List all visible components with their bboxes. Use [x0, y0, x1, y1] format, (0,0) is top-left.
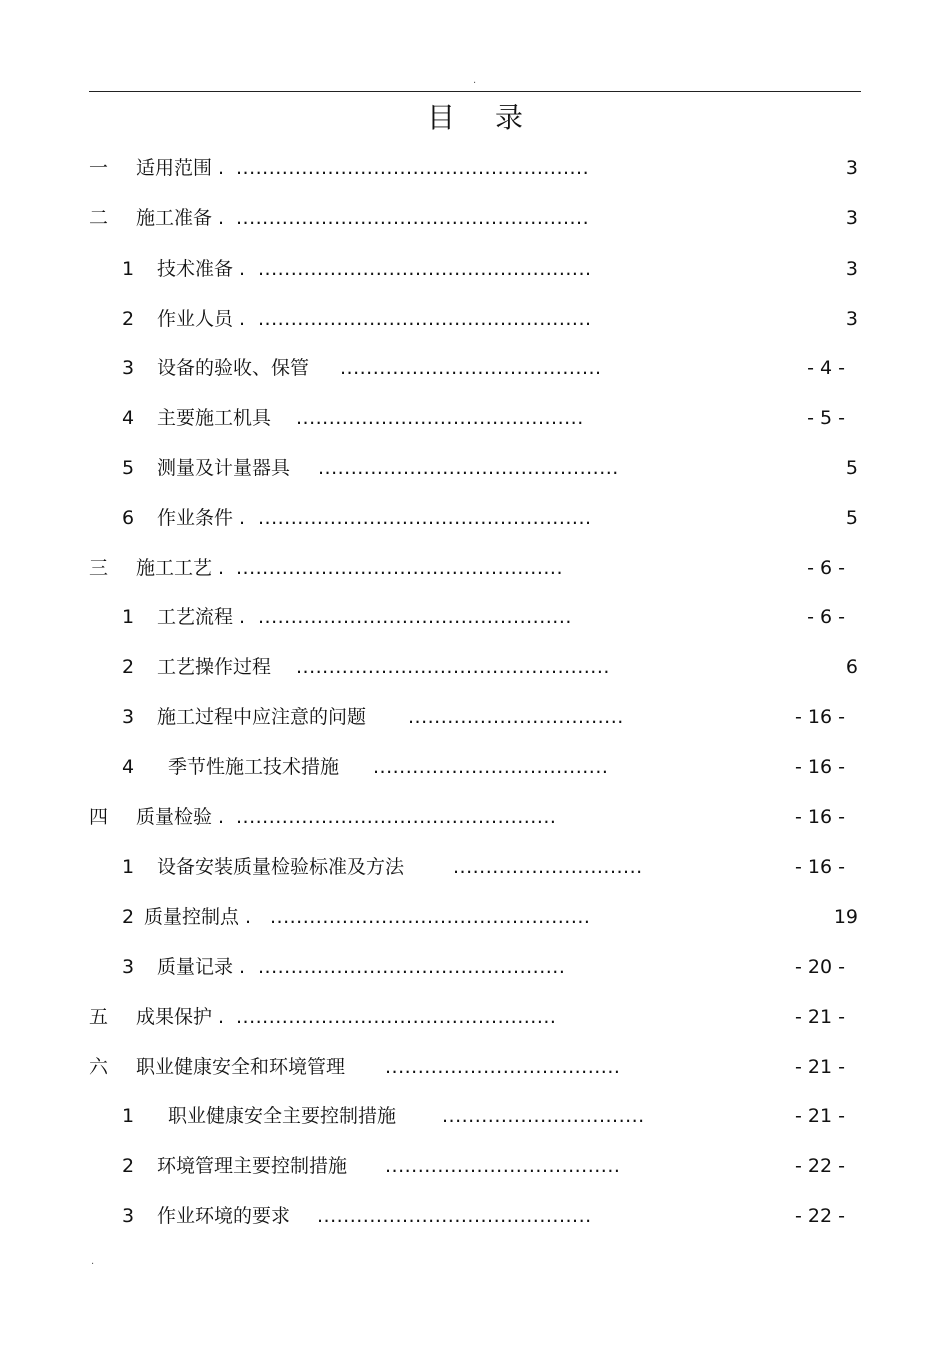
toc-entry-page: - 21 - — [795, 1105, 845, 1127]
toc-entry-page: - 6 - — [807, 557, 845, 579]
toc-entry[interactable] — [0, 1201, 950, 1231]
toc-entry-page: - 6 - — [807, 606, 845, 628]
toc-entry[interactable] — [0, 802, 950, 832]
toc-entry-number: 3 — [122, 706, 135, 728]
toc-entry-leader: ................................................... — [258, 258, 592, 280]
page-title: 目录 — [426, 101, 563, 134]
toc-entry-number: 六 — [89, 1056, 109, 1078]
toc-entry[interactable] — [0, 1151, 950, 1181]
toc-entry-number: 2 — [122, 656, 135, 678]
toc-entry-leader: ...................................................... — [236, 157, 590, 179]
toc-entry-number: 2 — [122, 308, 135, 330]
toc-entry-number: 1 — [122, 856, 135, 878]
toc-entry-leader: ............................... — [442, 1105, 645, 1127]
toc-entry-page: 3 — [845, 207, 858, 229]
toc-entry[interactable] — [0, 752, 950, 782]
toc-entry-label: 技术准备 . — [157, 258, 246, 280]
toc-entry-label: 季节性施工技术措施 — [168, 756, 340, 778]
toc-entry-leader: .................................................. — [236, 557, 563, 579]
toc-entry-page: - 22 - — [795, 1205, 845, 1227]
toc-entry-number: 1 — [122, 258, 135, 280]
toc-entry-label: 设备安装质量检验标准及方法 — [157, 856, 405, 878]
toc-entry-leader: ............................. — [453, 856, 643, 878]
toc-entry[interactable] — [0, 852, 950, 882]
toc-entry-leader: ........................................ — [340, 357, 602, 379]
toc-entry-number: 5 — [122, 457, 135, 479]
toc-entry[interactable] — [0, 203, 950, 233]
toc-entry[interactable] — [0, 652, 950, 682]
toc-entry-number: 五 — [89, 1006, 109, 1028]
toc-entry-label: 质量记录 . — [157, 956, 246, 978]
toc-entry-page: 19 — [833, 906, 858, 928]
toc-entry-page: 5 — [845, 457, 858, 479]
toc-entry[interactable] — [0, 553, 950, 583]
toc-entry[interactable] — [0, 453, 950, 483]
toc-entry-leader: ................................................... — [258, 507, 592, 529]
toc-entry-number: 4 — [122, 407, 135, 429]
toc-entry-number: 3 — [122, 1205, 135, 1227]
toc-entry[interactable] — [0, 952, 950, 982]
toc-entry-leader: ................................................ — [296, 656, 610, 678]
toc-entry-leader: .............................................. — [318, 457, 619, 479]
toc-entry-page: 5 — [845, 507, 858, 529]
toc-entry-page: - 5 - — [807, 407, 845, 429]
toc-entry-label: 工艺操作过程 — [157, 656, 272, 678]
toc-entry-page: 3 — [845, 308, 858, 330]
toc-entry-label: 质量控制点 . — [144, 906, 252, 928]
toc-entry-label: 环境管理主要控制措施 — [157, 1155, 348, 1177]
toc-entry-label: 工艺流程 . — [157, 606, 246, 628]
toc-entry-page: - 16 - — [795, 806, 845, 828]
toc-entry-leader: ................................. — [408, 706, 624, 728]
toc-entry-page: - 22 - — [795, 1155, 845, 1177]
toc-entry-number: 3 — [122, 956, 135, 978]
toc-entry-number: 二 — [89, 207, 109, 229]
toc-entry[interactable] — [0, 1052, 950, 1082]
toc-entry-label: 作业环境的要求 — [157, 1205, 291, 1227]
header-mark: . — [473, 75, 477, 86]
toc-entry-leader: ............................................ — [296, 407, 584, 429]
toc-entry[interactable] — [0, 353, 950, 383]
toc-entry-number: 2 — [122, 906, 135, 928]
toc-entry-number: 四 — [89, 806, 109, 828]
toc-entry-page: - 21 - — [795, 1056, 845, 1078]
toc-entry-label: 设备的验收、保管 — [157, 357, 310, 379]
toc-entry-label: 质量检验 . — [136, 806, 225, 828]
toc-entry-leader: ................................................ — [258, 606, 572, 628]
toc-entry[interactable] — [0, 1101, 950, 1131]
toc-entry-page: - 16 - — [795, 756, 845, 778]
toc-entry[interactable] — [0, 403, 950, 433]
toc-entry-leader: ................................................. — [236, 1006, 557, 1028]
toc-entry-number: 6 — [122, 507, 135, 529]
toc-entry[interactable] — [0, 304, 950, 334]
toc-entry-leader: ................................................... — [258, 308, 592, 330]
toc-entry-page: 3 — [845, 157, 858, 179]
toc-entry-label: 作业条件 . — [157, 507, 246, 529]
toc-entry-leader: .................................... — [385, 1056, 621, 1078]
toc-entry-leader: ................................................. — [236, 806, 557, 828]
toc-entry-label: 作业人员 . — [157, 308, 246, 330]
toc-entry-page: - 20 - — [795, 956, 845, 978]
toc-entry[interactable] — [0, 602, 950, 632]
toc-entry-number: 4 — [122, 756, 135, 778]
toc-entry-number: 三 — [89, 557, 109, 579]
toc-entry-number: 一 — [89, 157, 109, 179]
toc-entry-leader: ................................................. — [270, 906, 591, 928]
toc-entry-label: 施工准备 . — [136, 207, 225, 229]
toc-entry-label: 施工工艺 . — [136, 557, 225, 579]
toc-entry-page: - 21 - — [795, 1006, 845, 1028]
toc-entry-number: 1 — [122, 606, 135, 628]
toc-entry[interactable] — [0, 702, 950, 732]
toc-entry-page: - 16 - — [795, 706, 845, 728]
toc-entry[interactable] — [0, 503, 950, 533]
toc-entry[interactable] — [0, 1002, 950, 1032]
toc-entry-label: 测量及计量器具 — [157, 457, 291, 479]
toc-entry-label: 主要施工机具 — [157, 407, 272, 429]
toc-entry-label: 适用范围 . — [136, 157, 225, 179]
toc-entry-leader: ............................................... — [258, 956, 566, 978]
toc-entry-page: 3 — [845, 258, 858, 280]
footer-mark: . — [91, 1256, 95, 1267]
toc-entry[interactable] — [0, 902, 950, 932]
toc-entry-leader: ...................................................... — [236, 207, 590, 229]
toc-entry-page: - 4 - — [807, 357, 845, 379]
toc-entry-number: 3 — [122, 357, 135, 379]
toc-entry-label: 职业健康安全和环境管理 — [136, 1056, 346, 1078]
toc-entry[interactable] — [0, 254, 950, 284]
toc-entry-label: 职业健康安全主要控制措施 — [168, 1105, 397, 1127]
toc-entry-page: 6 — [845, 656, 858, 678]
toc-entry-number: 1 — [122, 1105, 135, 1127]
toc-entry-leader: .................................... — [385, 1155, 621, 1177]
toc-entry[interactable] — [0, 153, 950, 183]
toc-entry-label: 施工过程中应注意的问题 — [157, 706, 367, 728]
toc-entry-number: 2 — [122, 1155, 135, 1177]
toc-entry-leader: .................................... — [373, 756, 609, 778]
toc-entry-page: - 16 - — [795, 856, 845, 878]
toc-entry-leader: .......................................... — [317, 1205, 592, 1227]
toc-entry-label: 成果保护 . — [136, 1006, 225, 1028]
